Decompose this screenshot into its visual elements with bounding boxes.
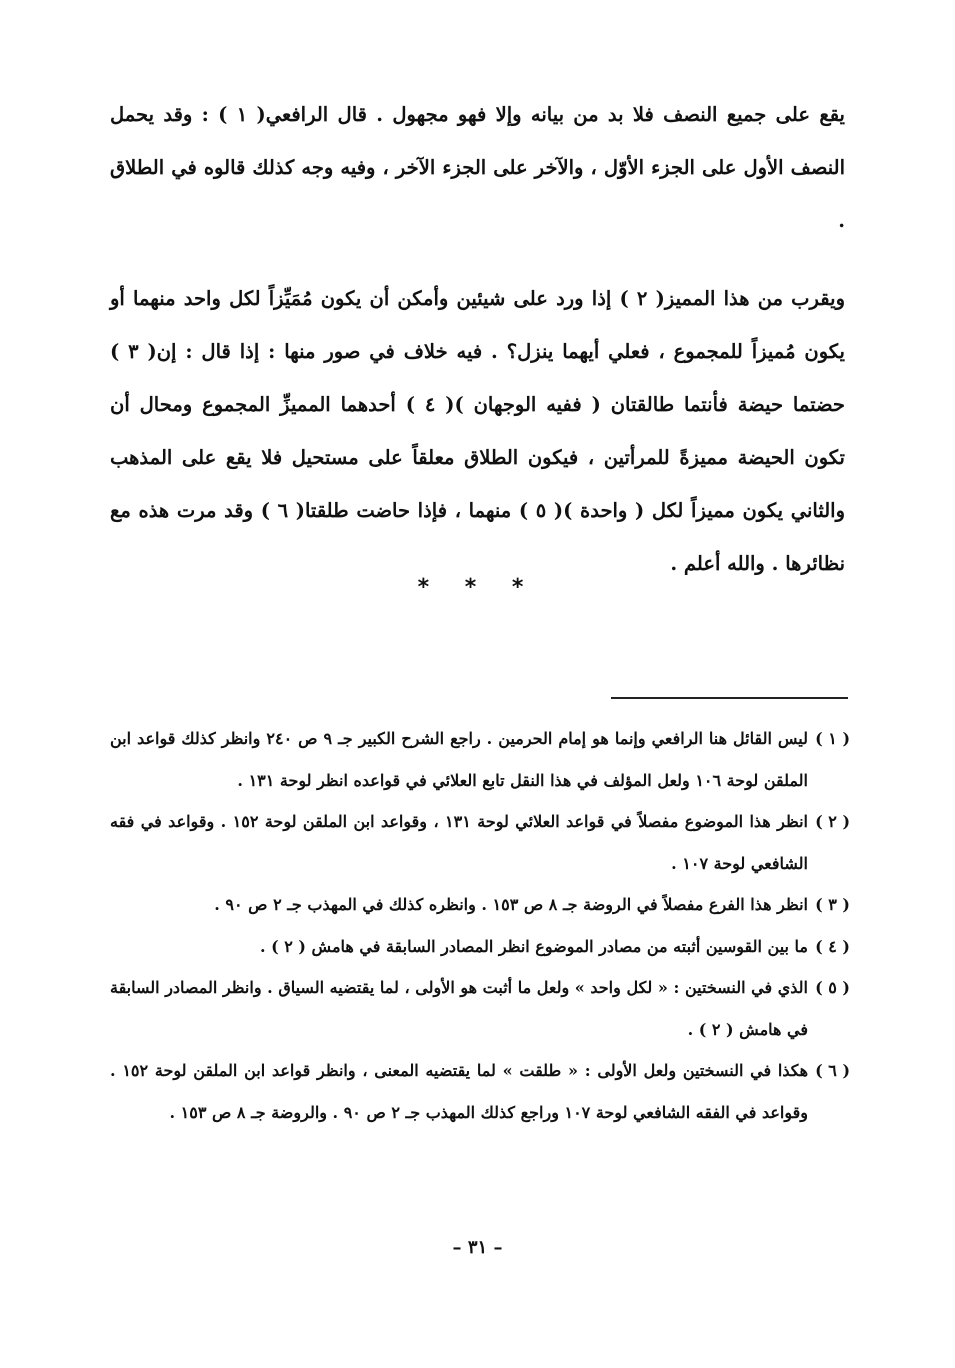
- footnote-number: ( ٣ ): [815, 895, 850, 914]
- footnote-number: ( ٤ ): [815, 936, 850, 956]
- main-text: [110, 88, 845, 590]
- page-number: – ٣١ –: [452, 1237, 503, 1258]
- footnote-text: انظر هذا الفرع مفصلاً في الروضة جـ ٨ ص ١٥٣ . وانظره كذلك في المهذب جـ ٢ ص ٩٠ .: [214, 895, 808, 914]
- footnote-5: [110, 967, 850, 1050]
- footnote-text: الذي في النسختين : « لكل واحد » ولعل ما أثبت هو الأولى ، لما يقتضيه السياق . وانظر المصادر السابقة في هامش ( ٢ ) .: [110, 978, 808, 1039]
- footnote-number: ( ١ ): [815, 729, 851, 748]
- footnote-text: انظر هذا الموضوع مفصلاً في قواعد العلائي لوحة ١٣١ ، وقواعد ابن الملقن لوحة ١٥٢ . وقواعد في فقه الشافعي لوحة ١٠٧ .: [110, 812, 809, 873]
- footnote-2: [110, 801, 850, 884]
- footnote-number: ( ٦ ): [815, 1061, 851, 1080]
- footnote-divider: [611, 697, 848, 699]
- footnote-1: [110, 718, 850, 801]
- footnote-text: هكذا في النسختين ولعل الأولى : « طلقت » لما يقتضيه المعنى ، وانظر قواعد ابن الملقن لوحة ١٥٢ . وقواعد في الفقه الشافعي لوحة ١٠٧ وراجع كذلك المهذب جـ ٢ ص ٩٠ . والروضة جـ ٨ ص ١٥٣ .: [110, 1061, 809, 1122]
- footnote-4: [110, 926, 850, 968]
- footnote-text: ما بين القوسين أثبته من مصادر الموضوع انظر المصادر السابقة في هامش ( ٢ ) .: [259, 936, 808, 956]
- paragraph-2: ويقرب من هذا المميز( ٢ ) إذا ورد على شيئين وأمكن أن يكون مُمَيِّزاً لكل واحد منهما أو يكون مُميزاً للمجموع ، فعلي أيهما ينزل؟ . فيه خلاف في صور منها : إذا قال : إن( ٣ ) حضتما حيضة فأنتما طالقتان ( ففيه الوجهان )( ٤ ) أحدهما المميزِّ المجموع ومحال أن تكون الحيضة مميزةً للمرأتين ، فيكون الطلاق معلقاً على مستحيل فلا يقع على المذهب والثاني يكون مميزاً لكل ( واحدة )( ٥ ) منهما ، فإذا حاضت طلقتا( ٦ ) وقد مرت هذه مع نظائرها . والله أعلم .: [110, 287, 846, 575]
- footnote-6: [110, 1050, 850, 1133]
- section-separator: * * *: [417, 575, 538, 600]
- footnotes-list: [110, 718, 850, 1133]
- footnote-number: ( ٢ ): [815, 812, 851, 831]
- paragraph-1: يقع على جميع النصف فلا بد من بيانه وإلا فهو مجهول . قال الرافعي( ١ ) : وقد يحمل النصف الأول على الجزء الأوّل ، والآخر على الجزء الآخر ، وفيه وجه كذلك قالوه في الطلاق .: [110, 103, 845, 232]
- footnote-number: ( ٥ ): [815, 978, 850, 997]
- footnote-text: ليس القائل هنا الرافعي وإنما هو إمام الحرمين . راجع الشرح الكبير جـ ٩ ص ٢٤٠ وانظر كذلك قواعد ابن الملقن لوحة ١٠٦ ولعل المؤلف في هذا النقل تابع العلائي في قواعده انظر لوحة ١٣١ .: [110, 729, 809, 790]
- footnote-3: [110, 884, 850, 926]
